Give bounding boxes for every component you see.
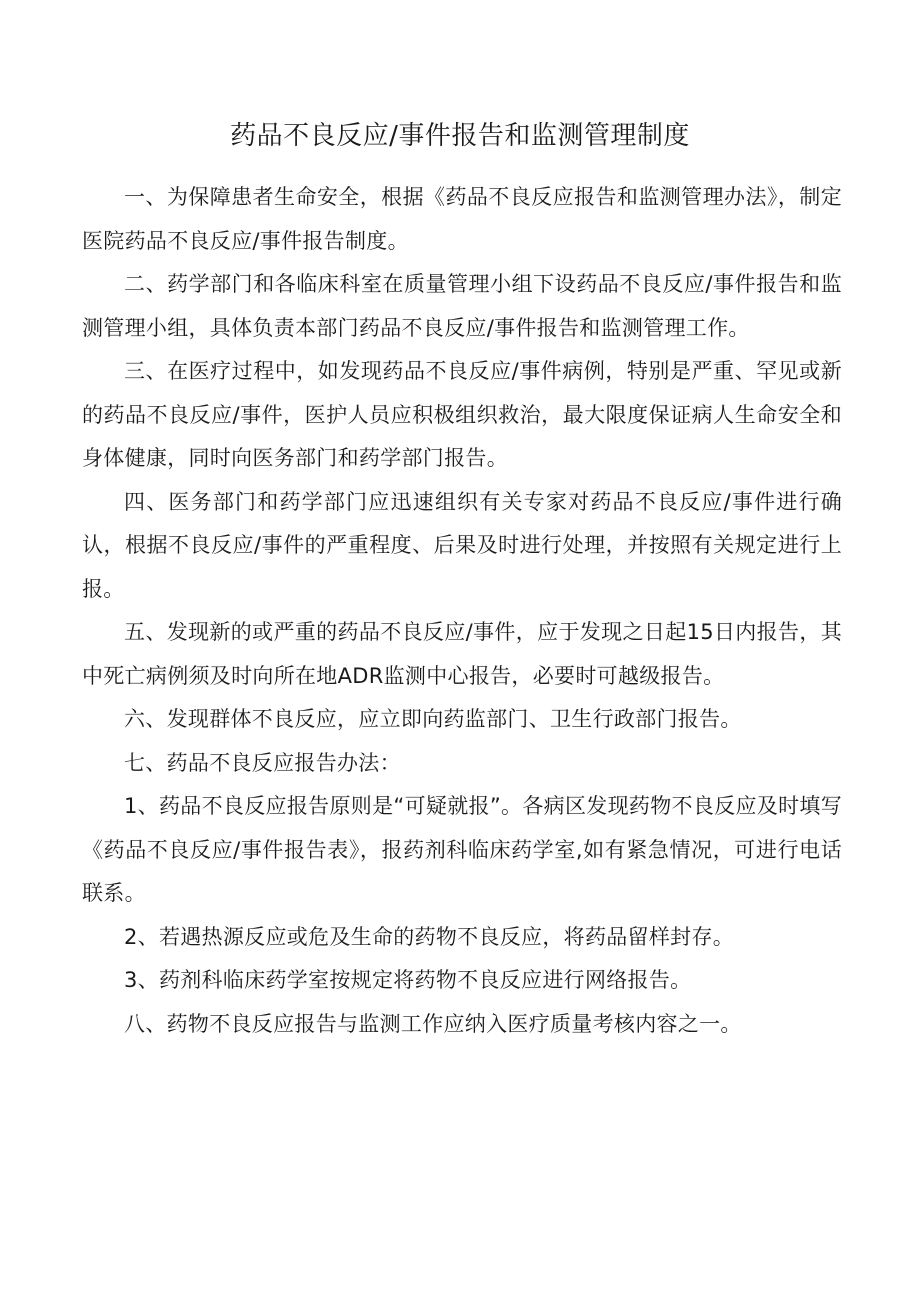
paragraph-7: 七、药品不良反应报告办法：: [124, 750, 401, 775]
paragraph-8: 八、药物不良反应报告与监测工作应纳入医疗质量考核内容之一。: [124, 1011, 742, 1036]
paragraph-1: 一、为保障患者生命安全，根据《药品不良反应报告和监测管理办法》，制定医院药品不良反应/事件报告制度。: [82, 185, 842, 253]
sub-item-2: 2、若遇热源反应或危及生命的药物不良反应，将药品留样封存。: [124, 924, 735, 949]
sub-item-1: 1、药品不良反应报告原则是“可疑就报”。各病区发现药物不良反应及时填写《药品不良反应/事件报告表》，报药剂科临床药学室,如有紧急情况，可进行电话联系。: [82, 794, 842, 905]
paragraph-4: 四、医务部门和药学部门应迅速组织有关专家对药品不良反应/事件进行确认，根据不良反应/事件的严重程度、后果及时进行处理，并按照有关规定进行上报。: [82, 489, 842, 601]
paragraph-3: 三、在医疗过程中，如发现药品不良反应/事件病例，特别是严重、罕见或新的药品不良反应/事件，医护人员应积极组织救治，最大限度保证病人生命安全和身体健康，同时向医务部门和药学部门报告。: [82, 359, 842, 470]
paragraph-2: 二、药学部门和各临床科室在质量管理小组下设药品不良反应/事件报告和监测管理小组，具体负责本部门药品不良反应/事件报告和监测管理工作。: [82, 272, 842, 340]
sub-item-3: 3、药剂科临床药学室按规定将药物不良反应进行网络报告。: [124, 968, 692, 992]
paragraph-5: 五、发现新的或严重的药品不良反应/事件，应于发现之日起15日内报告，其中死亡病例须及时向所在地ADR监测中心报告，必要时可越级报告。: [82, 620, 842, 688]
paragraph-6: 六、发现群体不良反应，应立即向药监部门、卫生行政部门报告。: [124, 707, 742, 731]
document-title: 药品不良反应/事件报告和监测管理制度: [230, 121, 690, 151]
document-body: [82, 176, 842, 1046]
